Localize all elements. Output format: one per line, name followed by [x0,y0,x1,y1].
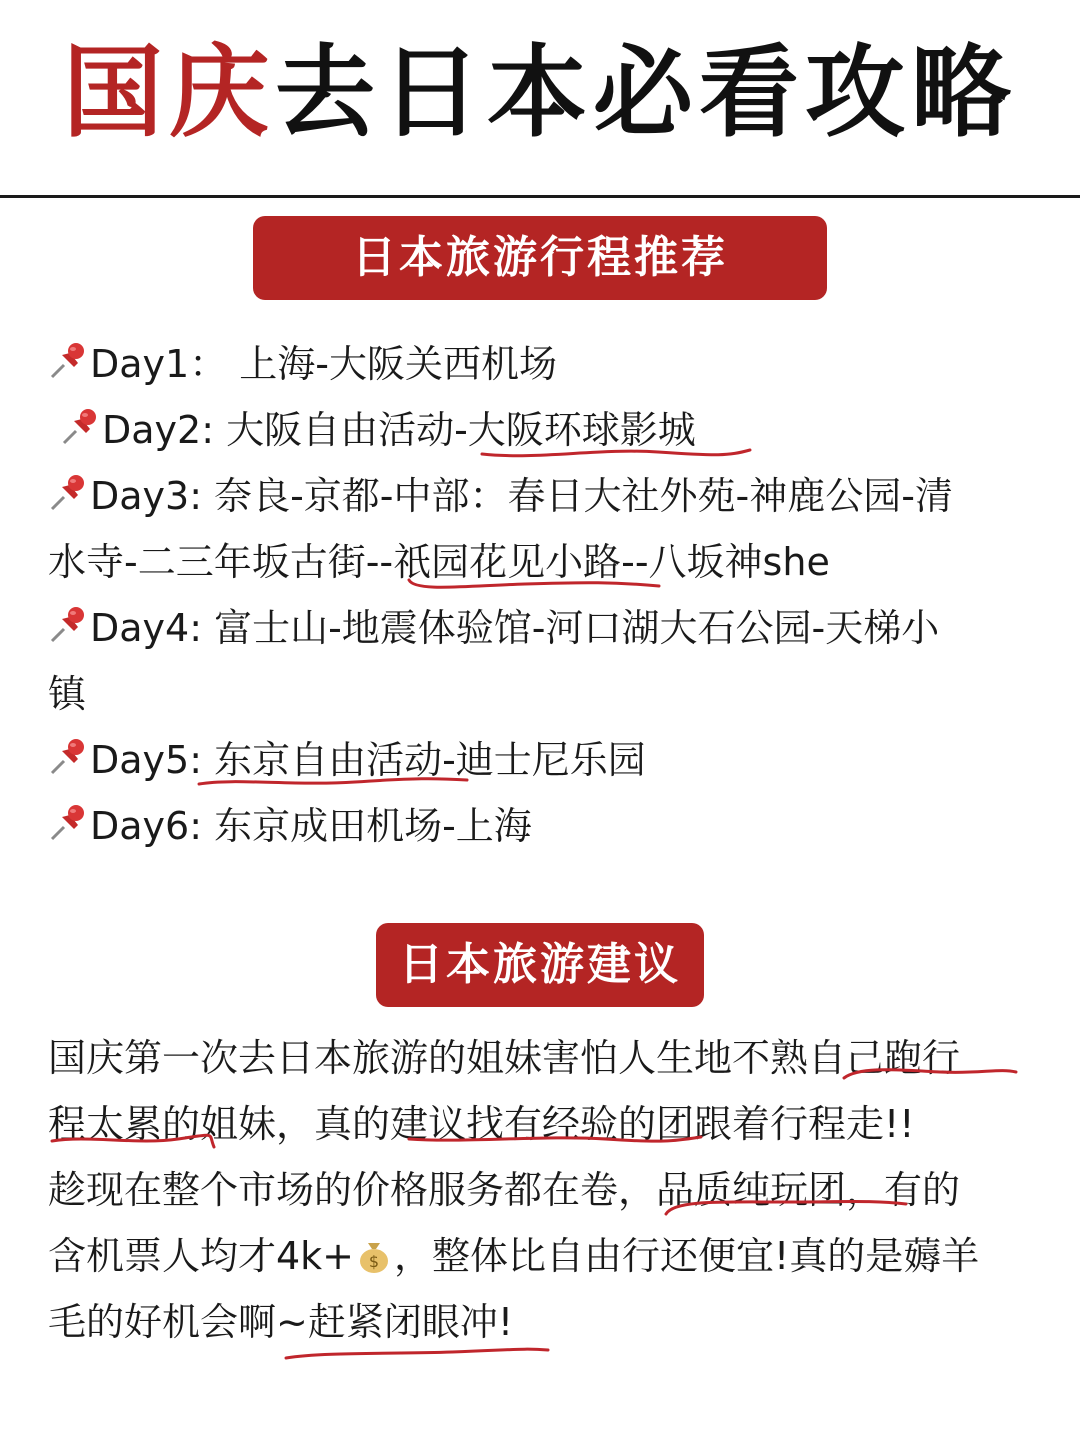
day-text: Day2: 大阪自由活动-大阪环球影城 [102,408,696,452]
advice-line-3: 趁现在整个市场的价格服务都在卷，品质纯玩团，有的 [48,1168,961,1212]
itinerary-day3-cont: 水寺-二三年坂古街--祇园花见小路--八坂神she [48,540,830,584]
title-highlight: 国庆 [63,34,275,151]
pushpin-icon [48,605,90,645]
advice-line-2: 程太累的姐妹，真的建议找有经验的团跟着行程走!! [48,1102,915,1146]
advice-line-4-part2: ，整体比自由行还便宜!真的是薅羊 [394,1234,980,1278]
underline-mark [48,1127,218,1153]
itinerary-day1 [48,331,1048,397]
itinerary-day4 [48,595,1048,661]
page-title [0,28,1080,158]
day-text: Day3: 奈良-京都-中部：春日大社外苑-神鹿公园-清 [90,474,953,518]
underline-mark [662,1190,912,1220]
svg-text:$: $ [368,1252,380,1271]
pushpin-icon [60,407,102,447]
section-heading-advice: 日本旅游建议 [376,923,704,1007]
money-bag-icon [354,1229,394,1269]
underline-mark [405,570,665,596]
pushpin-icon [48,737,90,777]
itinerary-day6 [48,793,1048,859]
advice-line-4-part1: 含机票人均才4k+ [48,1234,355,1278]
day-text: Day5: 东京自由活动-迪士尼乐园 [90,738,646,782]
underline-mark [840,1060,1020,1084]
advice-line-1: 国庆第一次去日本旅游的姐妹害怕人生地不熟自己跑行 [48,1036,961,1080]
itinerary-day3 [48,463,1048,529]
underline-mark [282,1340,552,1366]
itinerary-day4-cont: 镇 [48,672,87,716]
advice-line-4 [48,1223,979,1289]
day-text: Day4: 富士山-地震体验馆-河口湖大石公园-天梯小 [90,606,940,650]
underline-mark [478,440,758,464]
advice-line-5: 毛的好机会啊~赶紧闭眼冲! [48,1300,514,1344]
underline-mark [195,768,475,792]
underline-mark [405,1127,705,1149]
title-main: 去日本必看攻略 [275,34,1017,151]
pushpin-icon [48,803,90,843]
pushpin-icon [48,473,90,513]
day-text: Day6: 东京成田机场-上海 [90,804,532,848]
section-heading-itinerary: 日本旅游行程推荐 [253,216,827,300]
pushpin-icon [48,341,90,381]
day-text: Day1： 上海-大阪关西机场 [90,342,558,386]
title-divider [0,195,1080,198]
